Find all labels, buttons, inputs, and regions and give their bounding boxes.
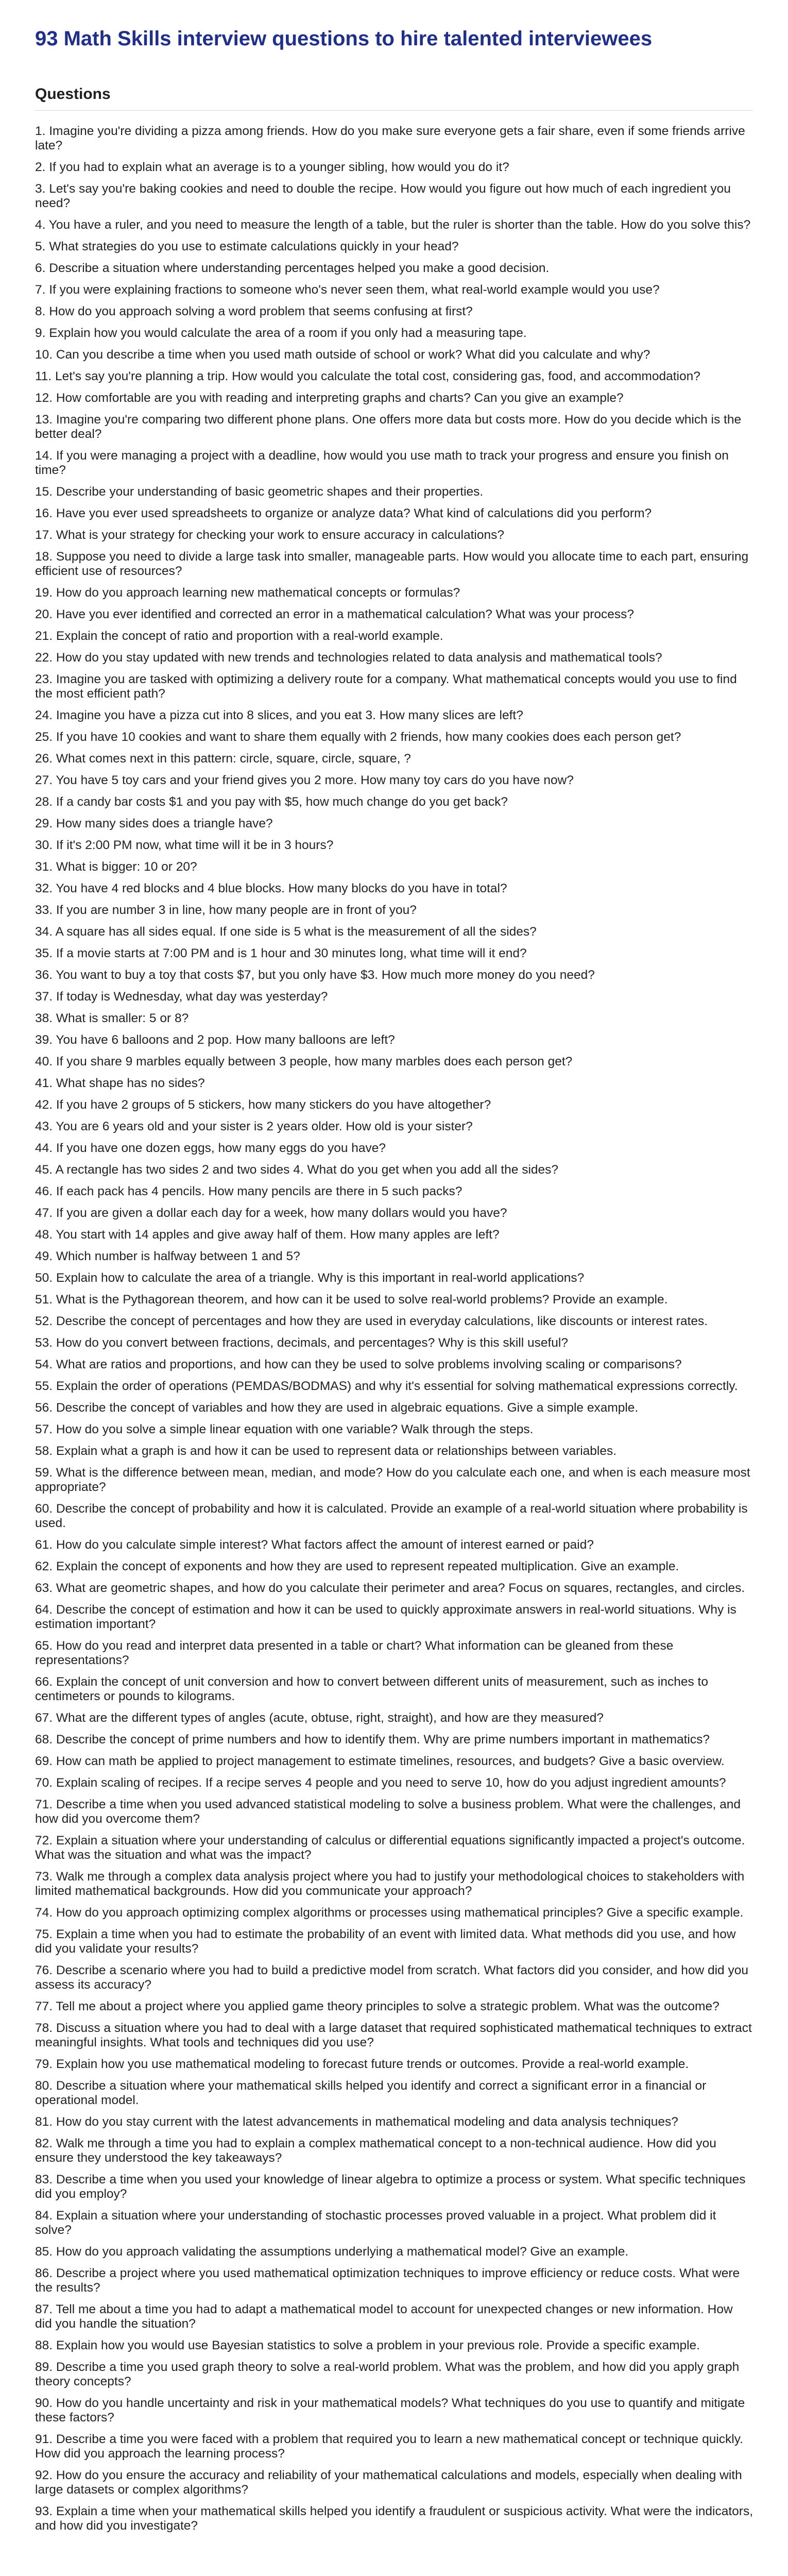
question-item: 85. How do you approach validating the assumptions underlying a mathematical model? Give an example. bbox=[35, 2245, 629, 2259]
question-item: 20. Have you ever identified and corrected an error in a mathematical calculation? What was your process? bbox=[35, 607, 634, 621]
question-item: 28. If a candy bar costs $1 and you pay with $5, how much change do you get back? bbox=[35, 795, 508, 809]
question-item: 89. Describe a time you used graph theory to solve a real-world problem. What was the problem, and how did you apply graph theory concepts? bbox=[35, 2360, 740, 2388]
question-item: 77. Tell me about a project where you applied game theory principles to solve a strategic problem. What was the outcome? bbox=[35, 1999, 720, 2013]
question-item: 27. You have 5 toy cars and your friend gives you 2 more. How many toy cars do you have now? bbox=[35, 773, 574, 787]
question-item: 48. You start with 14 apples and give away half of them. How many apples are left? bbox=[35, 1228, 500, 1242]
question-item: 13. Imagine you're comparing two different phone plans. One offers more data but costs more. How do you decide which is the better deal? bbox=[35, 413, 742, 441]
question-item: 14. If you were managing a project with a deadline, how would you use math to track your progress and ensure you finish on time? bbox=[35, 449, 729, 477]
question-item: 18. Suppose you need to divide a large task into smaller, manageable parts. How would you allocate time to each part, ensuring efficient use of resources? bbox=[35, 550, 749, 578]
question-item: 33. If you are number 3 in line, how many people are in front of you? bbox=[35, 903, 417, 917]
question-item: 22. How do you stay updated with new trends and technologies related to data analysis and mathematical tools? bbox=[35, 651, 662, 665]
question-item: 58. Explain what a graph is and how it can be used to represent data or relationships between variables. bbox=[35, 1444, 617, 1458]
question-item: 73. Walk me through a complex data analysis project where you had to justify your methodological choices to stakeholders with limited mathematical backgrounds. How did you communicate your approach? bbox=[35, 1870, 745, 1898]
question-item: 30. If it's 2:00 PM now, what time will it be in 3 hours? bbox=[35, 838, 334, 852]
question-item: 60. Describe the concept of probability and how it is calculated. Provide an example of a real-world situation where probability is used. bbox=[35, 1502, 748, 1530]
question-item: 51. What is the Pythagorean theorem, and how can it be used to solve real-world problems? Provide an example. bbox=[35, 1293, 668, 1307]
question-item: 62. Explain the concept of exponents and how they are used to represent repeated multiplication. Give an example. bbox=[35, 1560, 679, 1573]
question-item: 23. Imagine you are tasked with optimizing a delivery route for a company. What mathematical concepts would you use to find the most efficient path? bbox=[35, 672, 737, 701]
question-item: 52. Describe the concept of percentages and how they are used in everyday calculations, like discounts or interest rates. bbox=[35, 1314, 708, 1328]
question-item: 68. Describe the concept of prime numbers and how to identify them. Why are prime numbers important in mathematics? bbox=[35, 1733, 710, 1747]
question-item: 34. A square has all sides equal. If one side is 5 what is the measurement of all the sides? bbox=[35, 925, 537, 939]
question-item: 80. Describe a situation where your mathematical skills helped you identify and correct a significant error in a financial or operational model. bbox=[35, 2079, 707, 2107]
question-item: 25. If you have 10 cookies and want to share them equally with 2 friends, how many cookies does each person get? bbox=[35, 730, 681, 744]
question-item: 87. Tell me about a time you had to adapt a mathematical model to account for unexpected changes or new information. How did you handle the situation? bbox=[35, 2302, 733, 2331]
question-item: 16. Have you ever used spreadsheets to organize or analyze data? What kind of calculations did you perform? bbox=[35, 506, 652, 520]
question-item: 55. Explain the order of operations (PEMDAS/BODMAS) and why it's essential for solving mathematical expressions correctly. bbox=[35, 1379, 738, 1393]
question-item: 17. What is your strategy for checking your work to ensure accuracy in calculations? bbox=[35, 528, 504, 542]
question-item: 71. Describe a time when you used advanced statistical modeling to solve a business problem. What were the challenges, and how did you overcome them? bbox=[35, 1798, 741, 1826]
question-item: 92. How do you ensure the accuracy and reliability of your mathematical calculations and models, especially when dealing with large datasets or complex algorithms? bbox=[35, 2468, 742, 2497]
question-item: 1. Imagine you're dividing a pizza among friends. How do you make sure everyone gets a fair share, even if some friends arrive late? bbox=[35, 124, 745, 152]
question-item: 56. Describe the concept of variables and how they are used in algebraic equations. Give a simple example. bbox=[35, 1401, 639, 1415]
question-item: 83. Describe a time when you used your knowledge of linear algebra to optimize a process or system. What specific techniques did you employ? bbox=[35, 2173, 746, 2201]
question-item: 3. Let's say you're baking cookies and need to double the recipe. How would you figure out how much of each ingredient you need? bbox=[35, 182, 731, 210]
question-item: 57. How do you solve a simple linear equation with one variable? Walk through the steps. bbox=[35, 1422, 534, 1436]
question-item: 69. How can math be applied to project management to estimate timelines, resources, and budgets? Give a basic overview. bbox=[35, 1754, 725, 1768]
question-item: 6. Describe a situation where understanding percentages helped you make a good decision. bbox=[35, 261, 550, 275]
question-item: 50. Explain how to calculate the area of a triangle. Why is this important in real-world applications? bbox=[35, 1271, 585, 1285]
question-item: 46. If each pack has 4 pencils. How many pencils are there in 5 such packs? bbox=[35, 1184, 462, 1198]
question-item: 26. What comes next in this pattern: circle, square, circle, square, ? bbox=[35, 752, 411, 766]
question-item: 61. How do you calculate simple interest? What factors affect the amount of interest earned or paid? bbox=[35, 1538, 594, 1552]
question-item: 32. You have 4 red blocks and 4 blue blocks. How many blocks do you have in total? bbox=[35, 882, 507, 895]
question-item: 2. If you had to explain what an average is to a younger sibling, how would you do it? bbox=[35, 160, 509, 174]
question-item: 41. What shape has no sides? bbox=[35, 1076, 205, 1090]
question-item: 91. Describe a time you were faced with a problem that required you to learn a new mathematical concept or technique quickly. How did you approach the learning process? bbox=[35, 2432, 743, 2461]
question-item: 66. Explain the concept of unit conversion and how to convert between different units of measurement, such as inches to centimeters or pounds to kilograms. bbox=[35, 1675, 708, 1703]
question-item: 38. What is smaller: 5 or 8? bbox=[35, 1011, 189, 1025]
question-item: 15. Describe your understanding of basic geometric shapes and their properties. bbox=[35, 485, 484, 499]
question-item: 59. What is the difference between mean, median, and mode? How do you calculate each one, and when is each measure most appropriate? bbox=[35, 1466, 750, 1494]
question-item: 35. If a movie starts at 7:00 PM and is 1 hour and 30 minutes long, what time will it end? bbox=[35, 946, 527, 960]
question-item: 90. How do you handle uncertainty and risk in your mathematical models? What techniques do you use to quantify and mitigate these factors? bbox=[35, 2396, 745, 2425]
question-item: 24. Imagine you have a pizza cut into 8 slices, and you eat 3. How many slices are left? bbox=[35, 708, 523, 722]
question-item: 81. How do you stay current with the latest advancements in mathematical modeling and data analysis techniques? bbox=[35, 2115, 678, 2129]
question-item: 76. Describe a scenario where you had to build a predictive model from scratch. What factors did you consider, and how did you assess its accuracy? bbox=[35, 1963, 748, 1992]
question-list bbox=[35, 124, 753, 2533]
question-item: 79. Explain how you use mathematical modeling to forecast future trends or outcomes. Provide a real-world example. bbox=[35, 2057, 689, 2071]
page-title: 93 Math Skills interview questions to hire talented interviewees bbox=[35, 27, 653, 50]
question-item: 40. If you share 9 marbles equally between 3 people, how many marbles does each person get? bbox=[35, 1055, 573, 1069]
question-item: 82. Walk me through a time you had to explain a complex mathematical concept to a non-technical audience. How did you ensure they understood the key takeaways? bbox=[35, 2137, 716, 2165]
question-item: 29. How many sides does a triangle have? bbox=[35, 817, 273, 831]
question-item: 43. You are 6 years old and your sister is 2 years older. How old is your sister? bbox=[35, 1120, 473, 1133]
question-item: 72. Explain a situation where your understanding of calculus or differential equations significantly impacted a project's outcome. What was the situation and what was the impact? bbox=[35, 1834, 745, 1862]
question-item: 70. Explain scaling of recipes. If a recipe serves 4 people and you need to serve 10, how do you adjust ingredient amounts? bbox=[35, 1776, 726, 1790]
question-item: 64. Describe the concept of estimation and how it can be used to quickly approximate answers in real-world situations. Why is estimation important? bbox=[35, 1603, 736, 1631]
question-item: 37. If today is Wednesday, what day was yesterday? bbox=[35, 990, 328, 1004]
question-item: 93. Explain a time when your mathematical skills helped you identify a fraudulent or suspicious activity. What were the indicators, and how did you investigate? bbox=[35, 2504, 753, 2533]
question-item: 74. How do you approach optimizing complex algorithms or processes using mathematical principles? Give a specific example. bbox=[35, 1906, 744, 1920]
question-item: 86. Describe a project where you used mathematical optimization techniques to improve efficiency or reduce costs. What were the results? bbox=[35, 2266, 740, 2295]
question-item: 63. What are geometric shapes, and how do you calculate their perimeter and area? Focus on squares, rectangles, and circles. bbox=[35, 1581, 745, 1595]
question-item: 4. You have a ruler, and you need to measure the length of a table, but the ruler is shorter than the table. How do you solve this? bbox=[35, 218, 751, 232]
question-item: 12. How comfortable are you with reading and interpreting graphs and charts? Can you give an example? bbox=[35, 391, 624, 405]
question-item: 39. You have 6 balloons and 2 pop. How many balloons are left? bbox=[35, 1033, 395, 1047]
question-item: 44. If you have one dozen eggs, how many eggs do you have? bbox=[35, 1141, 386, 1155]
question-item: 49. Which number is halfway between 1 and 5? bbox=[35, 1249, 300, 1263]
question-item: 47. If you are given a dollar each day for a week, how many dollars would you have? bbox=[35, 1206, 507, 1220]
section-header-questions: Questions bbox=[35, 86, 753, 111]
question-item: 54. What are ratios and proportions, and how can they be used to solve problems involving scaling or comparisons? bbox=[35, 1358, 682, 1371]
question-item: 67. What are the different types of angles (acute, obtuse, right, straight), and how are they measured? bbox=[35, 1711, 604, 1725]
question-item: 45. A rectangle has two sides 2 and two sides 4. What do you get when you add all the sides? bbox=[35, 1163, 559, 1177]
question-item: 5. What strategies do you use to estimate calculations quickly in your head? bbox=[35, 240, 459, 253]
question-item: 10. Can you describe a time when you used math outside of school or work? What did you calculate and why? bbox=[35, 348, 650, 362]
question-item: 11. Let's say you're planning a trip. How would you calculate the total cost, considering gas, food, and accommodation? bbox=[35, 369, 700, 383]
question-item: 31. What is bigger: 10 or 20? bbox=[35, 860, 197, 874]
question-item: 75. Explain a time when you had to estimate the probability of an event with limited data. What methods did you use, and how did you validate your results? bbox=[35, 1927, 736, 1956]
question-item: 78. Discuss a situation where you had to deal with a large dataset that required sophisticated mathematical techniques to extract meaningful insights. What tools and techniques did you use? bbox=[35, 2021, 752, 2049]
question-item: 7. If you were explaining fractions to someone who's never seen them, what real-world example would you use? bbox=[35, 283, 660, 297]
question-item: 8. How do you approach solving a word problem that seems confusing at first? bbox=[35, 304, 473, 318]
question-item: 53. How do you convert between fractions, decimals, and percentages? Why is this skill useful? bbox=[35, 1336, 568, 1350]
question-item: 21. Explain the concept of ratio and proportion with a real-world example. bbox=[35, 629, 443, 643]
question-item: 65. How do you read and interpret data presented in a table or chart? What information can be gleaned from these representations? bbox=[35, 1639, 674, 1667]
question-item: 19. How do you approach learning new mathematical concepts or formulas? bbox=[35, 586, 460, 600]
question-item: 88. Explain how you would use Bayesian statistics to solve a problem in your previous role. Provide a specific example. bbox=[35, 2338, 700, 2352]
question-item: 84. Explain a situation where your understanding of stochastic processes proved valuable in a project. What problem did it solve? bbox=[35, 2209, 716, 2237]
question-item: 9. Explain how you would calculate the area of a room if you only had a measuring tape. bbox=[35, 326, 527, 340]
question-item: 42. If you have 2 groups of 5 stickers, how many stickers do you have altogether? bbox=[35, 1098, 491, 1112]
question-item: 36. You want to buy a toy that costs $7, but you only have $3. How much more money do you need? bbox=[35, 968, 595, 982]
